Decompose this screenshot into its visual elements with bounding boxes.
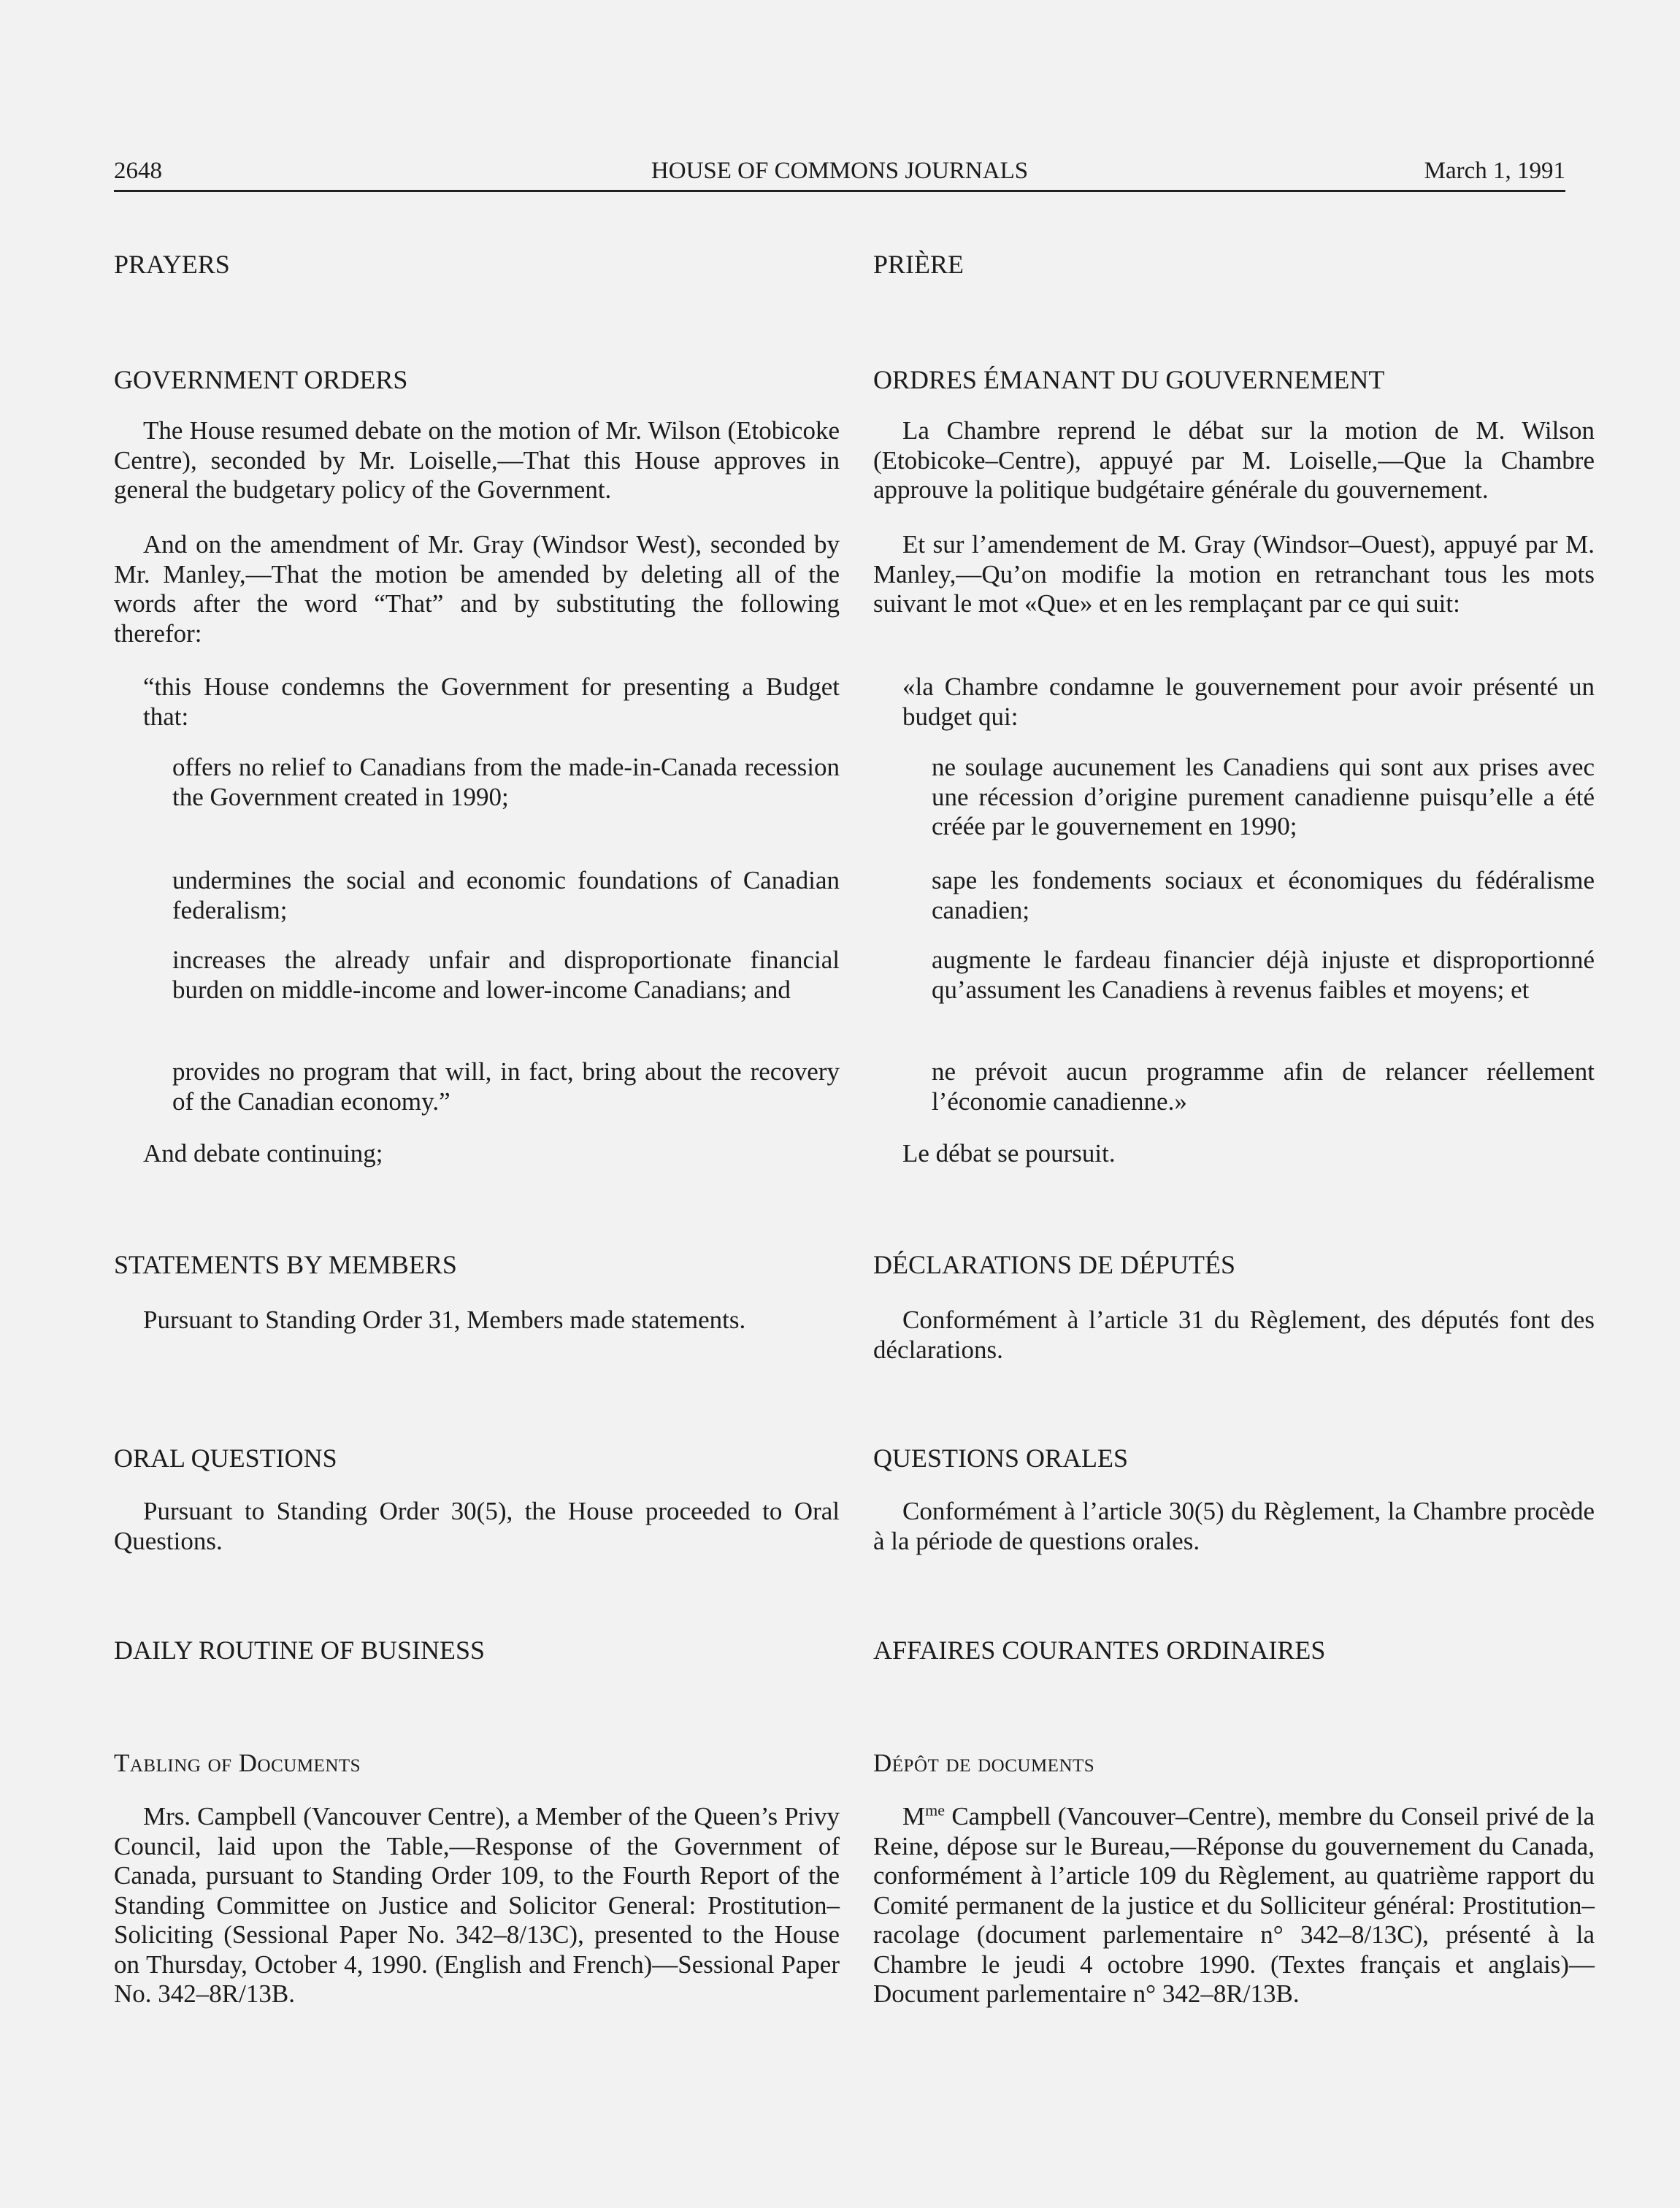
- statements-heading: STATEMENTS BY MEMBERS: [114, 1250, 457, 1279]
- quote-item-fr: sape les fondements sociaux et économiques du fédéralisme canadien;: [932, 866, 1595, 924]
- declarations-heading: DÉCLARATIONS DE DÉPUTÉS: [873, 1250, 1236, 1279]
- quote-item: offers no relief to Canadians from the made-in-Canada recession the Government created in 1990;: [172, 753, 840, 811]
- journal-title: HOUSE OF COMMONS JOURNALS: [651, 158, 1029, 184]
- tabling-subheading: Tabling of Documents: [114, 1749, 361, 1777]
- depot-subheading: Dépôt de documents: [873, 1749, 1095, 1777]
- title-prefix-superscript: me: [925, 1801, 946, 1820]
- debate-continuing: And debate continuing;: [143, 1139, 383, 1168]
- amendment-paragraph-fr: Et sur l’amendement de M. Gray (Windsor–Ouest), appuyé par M. Manley,—Qu’on modifie la motion en retranchant tous les mots suivant le mot «Que» et en les remplaçant par ce qui suit:: [873, 530, 1595, 618]
- depot-text: [873, 1802, 1595, 2009]
- quote-item-fr: ne soulage aucunement les Canadiens qui sont aux prises avec une récession d’origine purement canadienne puisqu’elle a été créée par le gouvernement en 1990;: [932, 753, 1595, 840]
- depot-body: Campbell (Vancouver–Centre), membre du Conseil privé de la Reine, dépose sur le Bureau,—Réponse du gouvernement du Canada, conformément à l’article 109 du Règlement, au quatrième rapport du Comité permanent de la justice et du Solliciteur général: Prostitution–racolage (document parlementaire n° 342–8/13C), présenté à la Chambre le jeudi 4 octobre 1990. (Textes français et anglais)—Document parlementaire n° 342–8R/13B.: [873, 1802, 1595, 2008]
- quote-intro: “this House condemns the Government for presenting a Budget that:: [143, 672, 840, 731]
- declarations-text: Conformément à l’article 31 du Règlement, des députés font des déclarations.: [873, 1306, 1595, 1364]
- quote-item-fr: ne prévoit aucun programme afin de relancer réellement l’économie canadienne.»: [932, 1057, 1595, 1116]
- page-number: 2648: [114, 158, 162, 184]
- questions-orales-heading: QUESTIONS ORALES: [873, 1444, 1129, 1473]
- title-prefix: M: [902, 1802, 926, 1831]
- tabling-text: Mrs. Campbell (Vancouver Centre), a Member of the Queen’s Privy Council, laid upon the Table,—Response of the Government of Canada, pursuant to Standing Order 109, to the Fourth Report of the Standing Committee on Justice and Solicitor General: Prostitution–Soliciting (Sessional Paper No. 342–8/13C), presented to the House on Thursday, October 4, 1990. (English and French)—Sessional Paper No. 342–8R/13B.: [114, 1802, 840, 2008]
- amendment-paragraph: And on the amendment of Mr. Gray (Windsor West), seconded by Mr. Manley,—That the motion be amended by deleting all of the words after the word “That” and by substituting the following therefor:: [114, 530, 840, 648]
- motion-paragraph: The House resumed debate on the motion of Mr. Wilson (Etobicoke Centre), seconded by Mr. Loiselle,—That this House approves in general the budgetary policy of the Government.: [114, 416, 840, 504]
- page-header: [114, 153, 1565, 192]
- statements-text: Pursuant to Standing Order 31, Members made statements.: [143, 1306, 746, 1334]
- motion-paragraph-fr: La Chambre reprend le débat sur la motion de M. Wilson (Etobicoke–Centre), appuyé par M. Loiselle,—Que la Chambre approuve la politique budgétaire générale du gouvernement.: [873, 416, 1595, 504]
- routine-heading: DAILY ROUTINE OF BUSINESS: [114, 1636, 486, 1665]
- quote-intro-fr: «la Chambre condamne le gouvernement pour avoir présenté un budget qui:: [902, 672, 1595, 731]
- ordres-heading: ORDRES ÉMANANT DU GOUVERNEMENT: [873, 365, 1385, 394]
- questions-orales-text: Conformément à l’article 30(5) du Règlement, la Chambre procède à la période de questions orales.: [873, 1497, 1595, 1555]
- oral-questions-heading: ORAL QUESTIONS: [114, 1444, 337, 1473]
- quote-item: provides no program that will, in fact, bring about the recovery of the Canadian economy.”: [172, 1057, 840, 1116]
- affaires-heading: AFFAIRES COURANTES ORDINAIRES: [873, 1636, 1326, 1665]
- oral-questions-text: Pursuant to Standing Order 30(5), the House proceeded to Oral Questions.: [114, 1497, 840, 1555]
- priere-heading: PRIÈRE: [873, 250, 964, 279]
- debat-poursuit: Le débat se poursuit.: [902, 1139, 1116, 1168]
- quote-item: undermines the social and economic foundations of Canadian federalism;: [172, 866, 840, 924]
- quote-item-fr: augmente le fardeau financier déjà injuste et disproportionné qu’assument les Canadiens à revenus faibles et moyens; et: [932, 946, 1595, 1004]
- journal-date: March 1, 1991: [1424, 158, 1565, 184]
- quote-item: increases the already unfair and disproportionate financial burden on middle-income and lower-income Canadians; and: [172, 946, 840, 1004]
- government-orders-heading: GOVERNMENT ORDERS: [114, 365, 408, 394]
- prayers-heading: PRAYERS: [114, 250, 230, 279]
